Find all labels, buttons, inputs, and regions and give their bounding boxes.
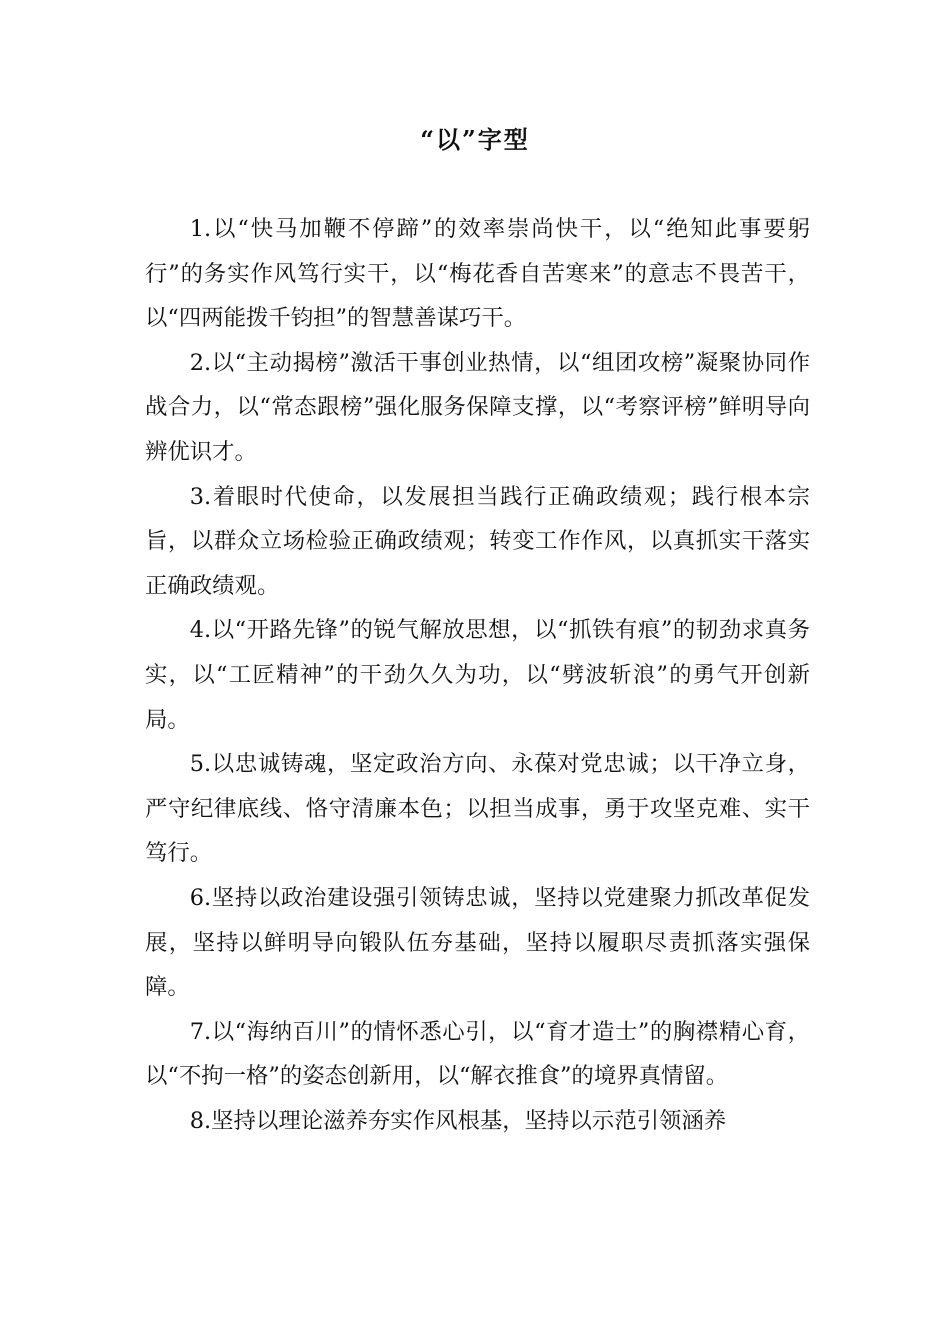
paragraph-3: 3.着眼时代使命，以发展担当践行正确政绩观；践行根本宗旨，以群众立场检验正确政绩观；转变工作作风，以真抓实干落实正确政绩观。	[145, 483, 810, 599]
paragraph-6: 6.坚持以政治建设强引领铸忠诚，坚持以党建聚力抓改革促发展，坚持以鲜明导向锻队伍夯基础，坚持以履职尽责抓落实强保障。	[145, 884, 810, 1001]
document-body	[145, 207, 810, 1143]
paragraph-4: 4.以“开路先锋”的锐气解放思想，以“抓铁有痕”的韧劲求真务实，以“工匠精神”的干劲久久为功，以“劈波斩浪”的勇气开创新局。	[145, 617, 810, 733]
paragraph-8: 8.坚持以理论滋养夯实作风根基，坚持以示范引领涵养	[189, 1107, 727, 1134]
paragraph-1: 1.以“快马加鞭不停蹄”的效率崇尚快干，以“绝知此事要躬行”的务实作风笃行实干，以“梅花香自苦寒来”的意志不畏苦干，以“四两能拨千钧担”的智慧善谋巧干。	[145, 216, 810, 332]
paragraph-2: 2.以“主动揭榜”激活干事创业热情，以“组团攻榜”凝聚协同作战合力，以“常态跟榜”强化服务保障支撑，以“考察评榜”鲜明导向辨优识才。	[145, 349, 810, 465]
paragraph-5: 5.以忠诚铸魂，坚定政治方向、永葆对党忠诚；以干净立身，严守纪律底线、恪守清廉本色；以担当成事，勇于攻坚克难、实干笃行。	[145, 751, 810, 867]
paragraph-7: 7.以“海纳百川”的情怀悉心引，以“育才造士”的胸襟精心育，以“不拘一格”的姿态创新用，以“解衣推食”的境界真情留。	[145, 1018, 810, 1090]
document-title: “以”字型	[420, 125, 530, 154]
